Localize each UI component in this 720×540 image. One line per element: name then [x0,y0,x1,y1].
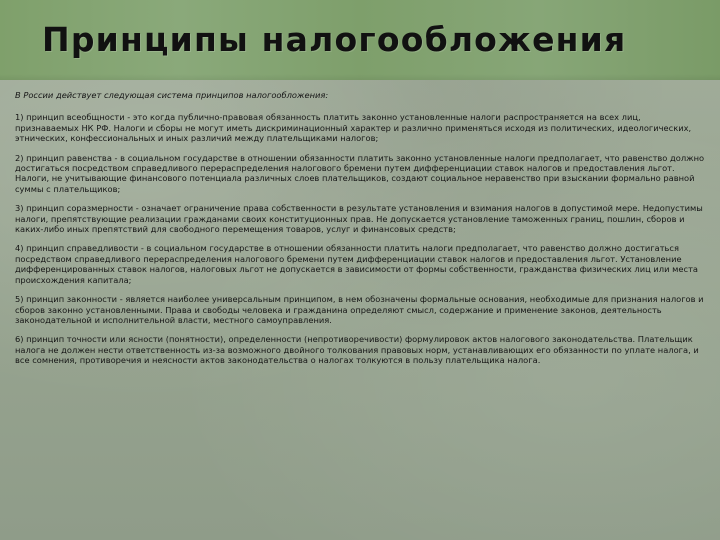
principle-3: 3) принцип соразмерности - означает ограничение права собственности в результате установления и взимания налогов в допустимой мере. Недопустимы налоги, препятствующие реализации гражданами своих конституционных прав. Не допускается установление таможенных границ, пошлин, сборов и каких-либо иных препятствий для свободного перемещения товаров, услуг и финансовых средств; [15,203,703,235]
page-title: Принципы налогообложения [42,20,627,59]
principle-5: 5) принцип законности - является наиболее универсальным принципом, в нем обозначены формальные основания, необходимые для признания налогов и сборов законно установленными. Права и свободы человека и гражданина определяют смысл, содержание и применение законов, деятельность законодательной и исполнительной власти, местного самоуправления. [15,294,704,325]
principle-4: 4) принцип справедливости - в социальном государстве в отношении обязанности платить налоги предполагает, что равенство должно достигаться посредством справедливого перераспределения налогового бремени путем дифференциации ставок налогов и предоставления льгот. Установление дифференцированных ставок налогов, налоговых льгот не допускается в зависимости от формы собственности, гражданства физических лиц или места происхождения капитала; [15,243,698,285]
slide-body [15,90,705,375]
intro-text: В России действует следующая система принципов налогообложения: [15,90,329,100]
title-band [0,0,720,80]
principle-6: 6) принцип точности или ясности (понятности), определенности (непротиворечивости) формулировок актов налогового законодательства. Плательщик налога не должен нести ответственность из-за возможного двойного толкования правовых норм, устанавливающих его обязанности по уплате налога, и все сомнения, противоречия и неясности актов законодательства о налогах толкуются в пользу плательщика налога. [15,334,699,366]
principle-1: 1) принцип всеобщности - это когда публично-правовая обязанность платить законно установленные налоги распространяется на всех лиц, признаваемых НК РФ. Налоги и сборы не могут иметь дискриминационный характер и различно применяться исходя из политических, идеологических, этнических, конфессиональных и иных различий между плательщиками налогов; [15,112,692,144]
principle-2: 2) принцип равенства - в социальном государстве в отношении обязанности платить законно установленные налоги предполагает, что равенство должно достигаться посредством справедливого перераспределения налогового бремени путем дифференциации ставок налогов и предоставления льгот. Налоги, не учитывающие финансового потенциала различных слоев плательщиков, создают социальное неравенство при взыскании формально равной суммы с плательщиков; [15,152,705,194]
